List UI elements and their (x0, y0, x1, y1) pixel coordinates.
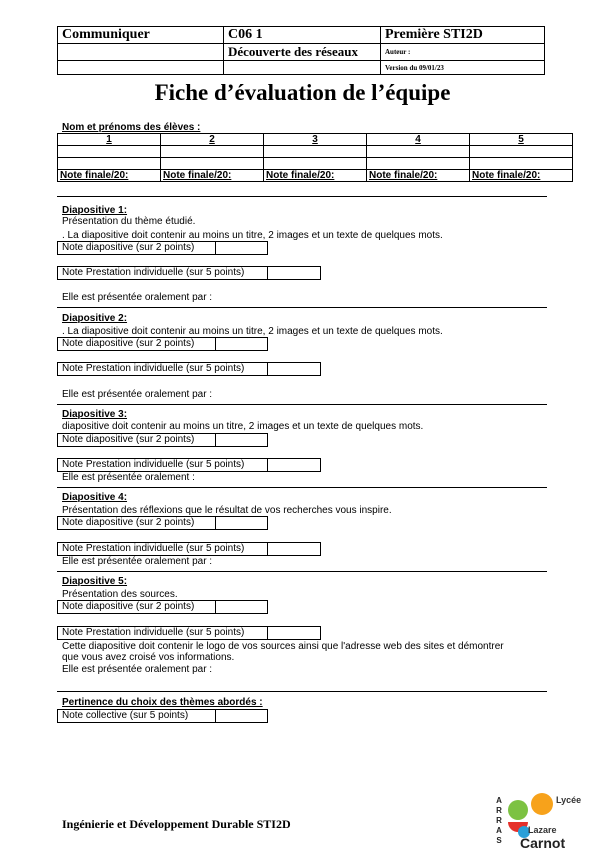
student-name-cell[interactable] (161, 146, 264, 158)
student-name-cell[interactable] (470, 158, 573, 170)
slide-4-note-presentation-label: Note Prestation individuelle (sur 5 points) (62, 543, 245, 554)
divider (57, 487, 547, 488)
student-number-4: 4 (367, 134, 470, 146)
logo-arras-text (494, 796, 504, 846)
logo-lycee-text: Lycée (556, 795, 582, 805)
slide-1-presented-by: Elle est présentée oralement par : (62, 292, 213, 303)
score-cell-divider (215, 242, 216, 254)
student-number-3: 3 (264, 134, 367, 146)
logo-lazare-text: Lazare (528, 825, 557, 835)
divider (57, 307, 547, 308)
slide-2-note-presentation-label: Note Prestation individuelle (sur 5 points) (62, 363, 245, 374)
score-cell-divider (267, 543, 268, 555)
logo-green-circle (508, 800, 528, 820)
final-note-4: Note finale/20: (367, 170, 470, 182)
slide-4-title: Diapositive 4: (62, 492, 128, 503)
header-subject: Communiquer (58, 27, 224, 44)
slide-4-presented-by: Elle est présentée oralement par : (62, 556, 213, 567)
divider (57, 404, 547, 405)
logo-orange-circle (531, 793, 553, 815)
student-name-cell[interactable] (161, 158, 264, 170)
header-empty-1 (58, 44, 224, 61)
final-note-5: Note finale/20: (470, 170, 573, 182)
logo-arras-letter: A (496, 826, 502, 835)
slide-5-extra-line-1: Cette diapositive doit contenir le logo de vos sources ainsi que l'adresse web des sites et démontrer (62, 641, 504, 652)
footer-title: Ingénierie et Développement Durable STI2D (62, 817, 291, 831)
slide-5-line-1: Présentation des sources. (62, 589, 178, 600)
slide-5-title: Diapositive 5: (62, 576, 128, 587)
final-note-2: Note finale/20: (161, 170, 264, 182)
divider (57, 196, 547, 197)
slide-2-title: Diapositive 2: (62, 313, 128, 324)
score-cell-divider (215, 517, 216, 529)
divider (57, 691, 547, 692)
slide-5-extra-line-2: que vous avez croisé vos informations. (62, 652, 235, 663)
slide-2-presented-by: Elle est présentée oralement par : (62, 389, 213, 400)
slide-2-line-1: . La diapositive doit contenir au moins un titre, 2 images et un texte de quelques mots. (62, 326, 443, 337)
slide-3-note-slide-label: Note diapositive (sur 2 points) (62, 434, 195, 445)
slide-2-note-slide-label: Note diapositive (sur 2 points) (62, 338, 195, 349)
slide-1-note-presentation-box[interactable] (57, 266, 321, 280)
student-name-cell[interactable] (264, 146, 367, 158)
header-author: Auteur : (381, 44, 545, 61)
slide-3-title: Diapositive 3: (62, 409, 128, 420)
header-empty-3 (224, 61, 381, 75)
slide-4-note-slide-box[interactable] (57, 516, 268, 530)
score-cell-divider (215, 710, 216, 722)
student-number-5: 5 (470, 134, 573, 146)
student-number-1: 1 (58, 134, 161, 146)
logo-arras-letter: S (496, 836, 502, 845)
pertinence-title: Pertinence du choix des thèmes abordés : (62, 697, 263, 708)
pertinence-note-label: Note collective (sur 5 points) (62, 710, 189, 721)
score-cell-divider (215, 338, 216, 350)
header-version: Version du 09/01/23 (381, 61, 545, 75)
header-empty-2 (58, 61, 224, 75)
pertinence-note-box[interactable] (57, 709, 268, 723)
final-note-1: Note finale/20: (58, 170, 161, 182)
header-class: Première STI2D (381, 27, 545, 44)
divider (57, 571, 547, 572)
slide-3-note-slide-box[interactable] (57, 433, 268, 447)
slide-5-note-slide-label: Note diapositive (sur 2 points) (62, 601, 195, 612)
score-cell-divider (267, 627, 268, 639)
logo-arras-letter: R (496, 806, 502, 815)
slide-2-note-slide-box[interactable] (57, 337, 268, 351)
logo-arras-letter: A (496, 796, 502, 805)
slide-4-note-presentation-box[interactable] (57, 542, 321, 556)
slide-1-note-slide-label: Note diapositive (sur 2 points) (62, 242, 195, 253)
student-name-cell[interactable] (367, 146, 470, 158)
final-note-3: Note finale/20: (264, 170, 367, 182)
slide-4-note-slide-label: Note diapositive (sur 2 points) (62, 517, 195, 528)
slide-5-presented-by: Elle est présentée oralement par : (62, 664, 213, 675)
logo-carnot-text: Carnot (520, 835, 566, 851)
slide-1-note-presentation-label: Note Prestation individuelle (sur 5 points) (62, 267, 245, 278)
score-cell-divider (267, 267, 268, 279)
slide-4-line-1: Présentation des réflexions que le résultat de vos recherches vous inspire. (62, 505, 392, 516)
header-table (57, 26, 545, 75)
slide-1-line-1: Présentation du thème étudié. (62, 216, 196, 227)
student-name-cell[interactable] (367, 158, 470, 170)
slide-1-title: Diapositive 1: (62, 205, 128, 216)
logo-arras-letter: R (496, 816, 502, 825)
student-number-2: 2 (161, 134, 264, 146)
slide-3-note-presentation-box[interactable] (57, 458, 321, 472)
students-title: Nom et prénoms des élèves : (62, 122, 201, 133)
slide-5-note-presentation-box[interactable] (57, 626, 321, 640)
slide-3-note-presentation-label: Note Prestation individuelle (sur 5 points) (62, 459, 245, 470)
slide-5-note-slide-box[interactable] (57, 600, 268, 614)
student-name-cell[interactable] (470, 146, 573, 158)
student-name-cell[interactable] (58, 158, 161, 170)
slide-3-line-1: diapositive doit contenir au moins un titre, 2 images et un texte de quelques mots. (62, 421, 424, 432)
header-topic: Découverte des réseaux (224, 44, 381, 61)
score-cell-divider (215, 434, 216, 446)
student-name-cell[interactable] (264, 158, 367, 170)
header-code: C06 1 (224, 27, 381, 44)
slide-1-note-slide-box[interactable] (57, 241, 268, 255)
score-cell-divider (215, 601, 216, 613)
slide-5-note-presentation-label: Note Prestation individuelle (sur 5 points) (62, 627, 245, 638)
student-name-cell[interactable] (58, 146, 161, 158)
page-title: Fiche d’évaluation de l’équipe (154, 80, 451, 105)
score-cell-divider (267, 363, 268, 375)
students-table (57, 133, 573, 182)
score-cell-divider (267, 459, 268, 471)
slide-2-note-presentation-box[interactable] (57, 362, 321, 376)
slide-1-line-2: . La diapositive doit contenir au moins un titre, 2 images et un texte de quelques mots. (62, 230, 443, 241)
slide-3-presented-by: Elle est présentée oralement : (62, 472, 195, 483)
